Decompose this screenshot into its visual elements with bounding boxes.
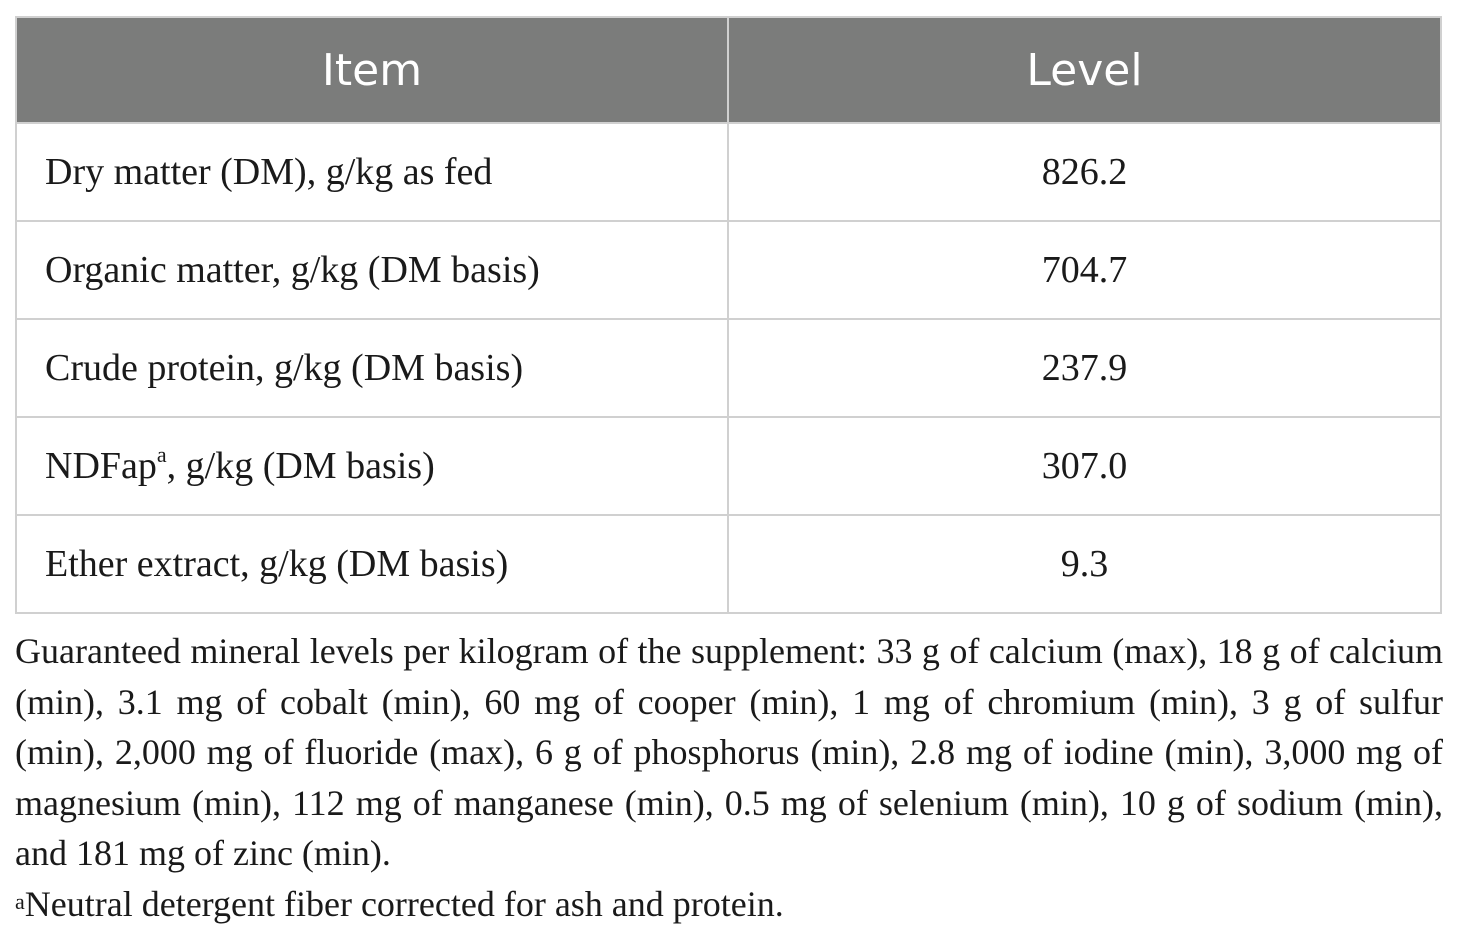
ndfap-footnote-text: Neutral detergent fiber corrected for ash and protein. — [24, 883, 784, 924]
item-label-suffix: , g/kg (DM basis) — [166, 445, 435, 487]
column-header-item: Item — [16, 17, 728, 123]
table-row — [16, 123, 1441, 221]
level-cell: 307.0 — [728, 417, 1441, 515]
item-cell: Ether extract, g/kg (DM basis) — [16, 515, 728, 613]
ndfap-footnote — [15, 879, 1443, 930]
table-footnotes — [15, 626, 1443, 929]
table-row — [16, 515, 1441, 613]
item-cell: Dry matter (DM), g/kg as fed — [16, 123, 728, 221]
level-cell: 826.2 — [728, 123, 1441, 221]
item-cell: Organic matter, g/kg (DM basis) — [16, 221, 728, 319]
footnote-marker: a — [15, 888, 25, 914]
composition-table — [15, 16, 1442, 614]
level-cell: 704.7 — [728, 221, 1441, 319]
item-label-prefix: NDFap — [45, 445, 157, 487]
mineral-levels-note: Guaranteed mineral levels per kilogram of the supplement: 33 g of calcium (max), 18 g of calcium (min), 3.1 mg of cobalt (min), 60 mg of cooper (min), 1 mg of chromium (min), 3 g of sulfur (min), 2,000 mg of fluoride (max), 6 g of phosphorus (min), 2.8 mg of iodine (min), 3,000 mg of magnesium (min), 112 mg of manganese (min), 0.5 mg of selenium (min), 10 g of sodium (min), and 181 mg of zinc (min). — [15, 631, 1443, 873]
table-row — [16, 221, 1441, 319]
table-row — [16, 417, 1441, 515]
item-cell: Crude protein, g/kg (DM basis) — [16, 319, 728, 417]
level-cell: 9.3 — [728, 515, 1441, 613]
table-row — [16, 319, 1441, 417]
item-cell — [16, 417, 728, 515]
composition-table-container — [15, 16, 1442, 614]
table-header-row — [16, 17, 1441, 123]
level-cell: 237.9 — [728, 319, 1441, 417]
footnote-marker: a — [156, 442, 167, 467]
column-header-level: Level — [728, 17, 1441, 123]
